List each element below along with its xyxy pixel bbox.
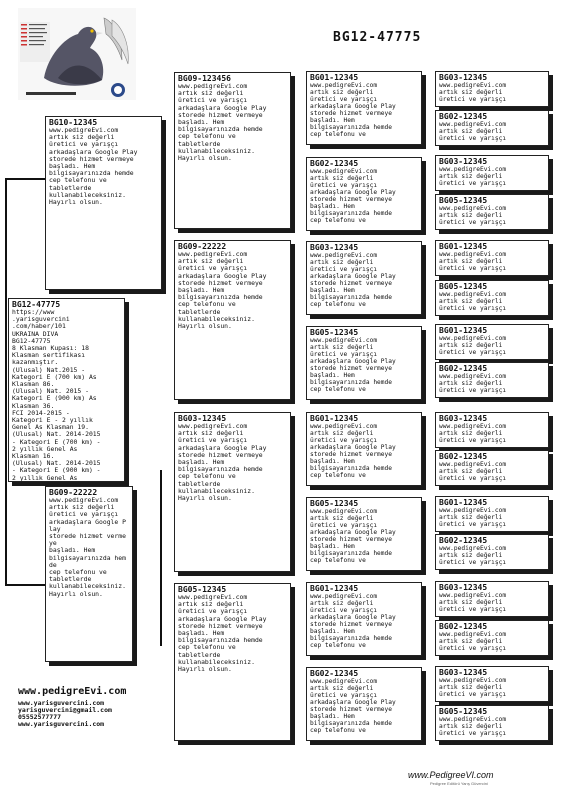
bird-ring-number: BG09-22222 (178, 242, 227, 251)
bird-ring-number: BG01-12345 (310, 73, 359, 82)
bird-ring-number: BG02-12345 (310, 669, 359, 678)
pedigree-gen4-10 (435, 450, 549, 486)
bird-notes: www.pedigreEvi.com artık siz değerli üretici ve yarışçı (439, 121, 507, 142)
bird-notes: www.pedigreEvi.com artık siz değerli üretici ve yarışçı arkadaşlara Google Play storede hizmet vermeye başladı. Hem bilgisayarınızda hemde cep telefonu ve (310, 337, 396, 393)
bird-ring-number: BG01-12345 (439, 242, 488, 251)
pedigree-gen4-11 (435, 496, 549, 532)
pedigree-gen2-4 (174, 583, 291, 741)
bird-notes: www.pedigreEvi.com artık siz değerli üretici ve yarışçı (439, 373, 507, 394)
bird-ring-number: BG02-12345 (439, 364, 488, 373)
connector-line (424, 425, 426, 465)
pedigree-gen2-1 (174, 72, 291, 229)
bird-ring-number: BG02-12345 (439, 452, 488, 461)
pedigree-gen4-13 (435, 581, 549, 617)
connector-line (291, 262, 293, 347)
footer-contact (18, 700, 112, 728)
contact-line[interactable]: www.yarisguvercini.com (18, 720, 105, 728)
pedigree-gen4-14 (435, 620, 549, 656)
bird-ring-number: BG03-12345 (439, 414, 488, 423)
connector-line (424, 595, 426, 635)
bird-notes: www.pedigreEvi.com artık siz değerli üretici ve yarışçı (439, 507, 507, 528)
connector-line (424, 510, 426, 550)
pigeon-photo (18, 8, 136, 100)
bird-ring-number: BG01-12345 (439, 498, 488, 507)
pedigree-gen3-3 (306, 241, 422, 315)
bird-ring-number: BG01-12345 (310, 414, 359, 423)
bird-notes: www.pedigreEvi.com artık siz değerli üretici ve yarışçı arkadaşlara Google Play storede hizmet vermeye başladı. Hem bilgisayarınızda hemde cep telefonu ve tabletlerde kullanabileceksiniz. Hayırlı olsun. (178, 250, 267, 331)
pedigree-gen4-12 (435, 534, 549, 570)
bird-notes: https://www .yarisguvercini .com/haber/101 UKRAINA DIVA BG12-47775 8 Klasman Kupası: 18 Klasman sertifikası kazanmıştır. (Ulusal) Nat.2015 - Kategori E (700 km) As Klasman 86. (Ulusal) Nat. 2015 - Kategori E (900 km) As Klasman 36. FCI 2014-2015 - Kategori E - 2 yıllık Genel As Klasman 19. (Ulusal) Nat. 2014-2015 - Kategori E (700 km) - 2 yıllık Genel As Klasman 16. (Ulusal) Nat. 2014-2015 - Kategori E (900 km) - 2 yıllık Genel As (12, 308, 101, 482)
bird-notes: www.pedigreEvi.com artık siz değerli üretici ve yarışçı arkadaşlara Google Play storede hizmet vermeye başladı. Hem bilgisayarınızda hemde cep telefonu ve tabletlerde kullanabileceksiniz. Hayırlı olsun. (178, 422, 267, 503)
bird-ring-number: BG05-12345 (310, 499, 359, 508)
bird-notes: www.pedigreEvi.com artık siz değerli üretici ve yarışçı (439, 592, 507, 613)
pedigree-gen4-1 (435, 71, 549, 107)
bird-notes: www.pedigreEvi.com artık siz değerli üretici ve yarışçı arkadaşlara Google Play storede hizmet vermeye başladı. Hem bilgisayarınızda hemde cep telefonu ve (310, 168, 396, 224)
connector-line (291, 602, 293, 688)
bird-notes: www.pedigreEvi.com artık siz değerli üretici ve yarışçı (439, 335, 507, 356)
bird-ring-number: BG05-12345 (310, 328, 359, 337)
bird-notes: www.pedigreEvi.com artık siz değerli üretici ve yarışçı (439, 631, 507, 652)
brand-tagline: Pedigree Editörü Yarış Güvercini (430, 781, 488, 786)
pedigree-gen4-4 (435, 194, 549, 230)
bird-ring-number: BG02-12345 (439, 536, 488, 545)
bird-notes: www.pedigreEvi.com artık siz değerli üretici ve yarışçı (439, 166, 507, 187)
pedigree-gen3-6 (306, 497, 422, 571)
bird-ring-number: BG09-22222 (49, 488, 98, 497)
bird-notes: www.pedigreEvi.com artık siz değerli üretici ve yarışçı (439, 545, 507, 566)
bird-ring-number: BG03-12345 (439, 583, 488, 592)
bird-notes: www.pedigreEvi.com artık siz değerli üretici ve yarışçı arkadaşlara Google Play storede hizmet vermeye başladı. Hem bilgisayarınızda hemde cep telefonu ve tabletlerde kullanabileceksiniz. Hayırlı olsun. (49, 126, 138, 207)
footer-site[interactable]: www.pedigreEvi.com (18, 686, 127, 697)
pedigree-gen3-4 (306, 326, 422, 400)
pedigree-gen4-3 (435, 155, 549, 191)
pedigree-dam (45, 486, 133, 662)
pigeon-illustration (18, 8, 136, 100)
bird-ring-number: BG03-12345 (439, 157, 488, 166)
pedigree-gen4-15 (435, 666, 549, 702)
bird-ring-number: BG12-47775 (12, 300, 61, 309)
pedigree-gen4-5 (435, 240, 549, 276)
bird-notes: www.pedigreEvi.com artık siz değerli üretici ve yarışçı (439, 461, 507, 482)
bird-notes: www.pedigreEvi.com artık siz değerli üretici ve yarışçı (439, 205, 507, 226)
bird-ring-number: BG05-12345 (178, 585, 227, 594)
bird-ring-number: BG10-12345 (49, 118, 98, 127)
bird-notes: www.pedigreEvi.com artık siz değerli üretici ve yarışçı (439, 291, 507, 312)
bird-notes: www.pedigreEvi.com artık siz değerli üretici ve yarışçı arkadaşlara Google Play storede hizmet vermeye başladı. Hem bilgisayarınızda hemde cep telefonu ve (310, 593, 396, 649)
bird-notes: www.pedigreEvi.com artık siz değerli üretici ve yarışçı (439, 82, 507, 103)
bird-ring-number: BG03-12345 (178, 414, 227, 423)
bird-notes: www.pedigreEvi.com artık siz değerli üretici ve yarışçı arkadaşlara Google Play storede hizmet vermeye başladı. Hem bilgisayarınızda hemde cep telefonu ve (310, 508, 396, 564)
pedigree-sire (45, 116, 162, 290)
pedigree-gen3-5 (306, 412, 422, 486)
connector-line (424, 170, 426, 210)
bird-ring-number: BG02-12345 (439, 112, 488, 121)
bird-notes: www.pedigreEvi.com artık siz değerli üretici ve yarışçı (439, 423, 507, 444)
pedigree-gen4-6 (435, 280, 549, 316)
bird-ring-number: BG02-12345 (439, 622, 488, 631)
connector-line (424, 340, 426, 378)
pedigree-gen3-8 (306, 667, 422, 741)
connector-line (424, 680, 426, 720)
pedigree-gen4-16 (435, 705, 549, 741)
bird-notes: www.pedigreEvi.com artık siz değerli üretici ve yarışçı arkadaşlara Google Play storede hizmet vermeye başladı. Hem bilgisayarınızda hemde cep telefonu ve tabletlerde kullanabileceksiniz. Hayırlı olsun. (178, 82, 267, 163)
contact-line: 05552577777 (18, 713, 62, 721)
connector-line (291, 432, 293, 524)
bird-ring-number: BG05-12345 (439, 282, 488, 291)
brand-logo: www.PedigreeVI.com (408, 770, 494, 780)
connector-line (424, 85, 426, 121)
bird-ring-number: BG03-12345 (310, 243, 359, 252)
pedigree-gen4-2 (435, 110, 549, 146)
bird-notes: www.pedigreEvi.com artık siz değerli üretici ve yarışçı (439, 716, 507, 737)
connector-line (160, 470, 162, 646)
page-title: BG12-47775 (333, 30, 422, 45)
pedigree-gen3-2 (306, 157, 422, 231)
pedigree-main-bird (8, 298, 125, 482)
connector-line (424, 255, 426, 297)
bird-ring-number: BG05-12345 (439, 196, 488, 205)
bird-notes: www.pedigreEvi.com artık siz değerli üretici ve yarışçı arkadaşlara Google Play storede hizmet vermeye başladı. Hem bilgisayarınızda hemde cep telefonu ve (310, 82, 396, 138)
bird-ring-number: BG01-12345 (439, 326, 488, 335)
bird-notes: www.pedigreEvi.com artık siz değerli üretici ve yarışçı arkadaşlara Google Play storede hizmet vermeye başladı. Hem bilgisayarınızda hemde cep telefonu ve (310, 252, 396, 308)
pedigree-gen2-3 (174, 412, 291, 572)
bird-notes: www.pedigreEvi.com artık siz değerli üretici ve yarışçı arkadaşlara Google Play storede hizmet vermeye başladı. Hem bilgisayarınızda hemde cep telefonu ve (310, 423, 396, 479)
bird-notes: www.pedigreEvi.com artık siz değerli üretici ve yarışçı arkadaşlara Google Play storede hizmet vermeye başladı. Hem bilgisayarınızda hemde cep telefonu ve tabletlerde kullanabileceksiniz. Hayırlı olsun. (178, 593, 267, 674)
pedigree-gen2-2 (174, 240, 291, 400)
connector-line (5, 178, 47, 180)
contact-line[interactable]: yarisguvercini@gmail.com (18, 706, 112, 714)
pedigree-gen3-7 (306, 582, 422, 656)
connector-line (5, 178, 7, 584)
pedigree-gen4-9 (435, 412, 549, 448)
pedigree-gen4-8 (435, 362, 549, 398)
bird-notes: www.pedigreEvi.com artık siz değerli üretici ve yarışçı arkadaşlara Google Play storede hizmet vermeye başladı. Hem bilgisayarınızda hemde cep telefonu ve (310, 678, 396, 734)
bird-ring-number: BG01-12345 (310, 584, 359, 593)
bird-notes: www.pedigreEvi.com artık siz değerli üretici ve yarışçı (439, 251, 507, 272)
pedigree-gen4-7 (435, 324, 549, 360)
pedigree-gen3-1 (306, 71, 422, 145)
bird-ring-number: BG05-12345 (439, 707, 488, 716)
bird-ring-number: BG03-12345 (439, 668, 488, 677)
bird-notes: www.pedigreEvi.com artık siz değerli üretici ve yarışçı arkadaşlara Google Play storede hizmet vermeye başladı. Hem bilgisayarınızda hemde cep telefonu ve tabletlerde kullanabileceksiniz. Hayırlı olsun. (49, 496, 126, 598)
bird-notes: www.pedigreEvi.com artık siz değerli üretici ve yarışçı (439, 677, 507, 698)
contact-line[interactable]: www.yarisguvercini.com (18, 699, 105, 707)
bird-ring-number: BG09-123456 (178, 74, 231, 83)
connector-line (291, 90, 293, 166)
bird-ring-number: BG02-12345 (310, 159, 359, 168)
bird-ring-number: BG03-12345 (439, 73, 488, 82)
connector-line (5, 584, 47, 586)
